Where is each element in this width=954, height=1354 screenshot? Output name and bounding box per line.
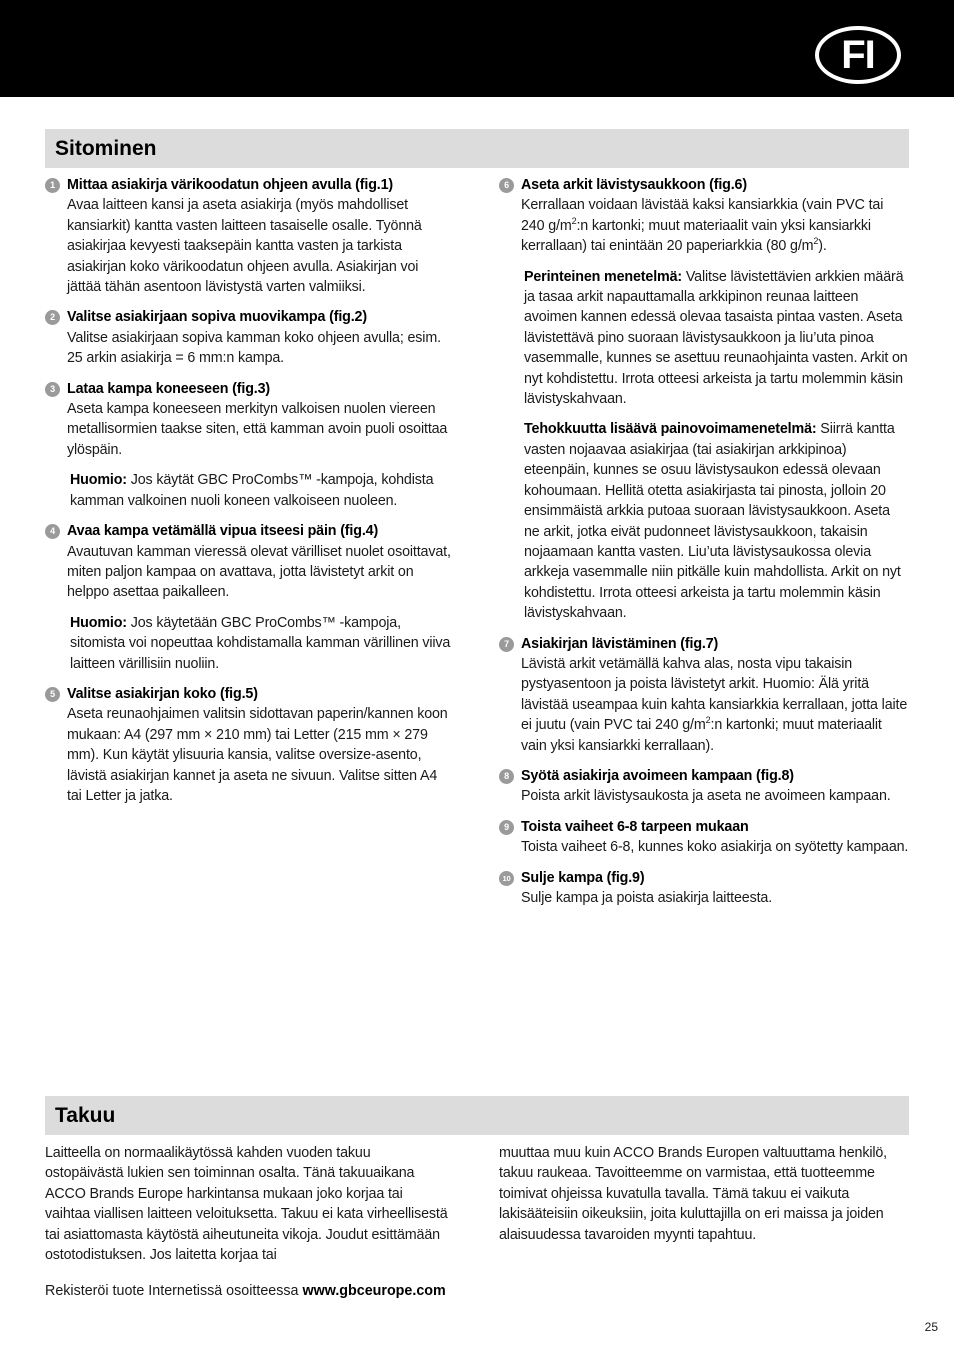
step-title: Sulje kampa (fig.9) bbox=[521, 869, 645, 886]
step-2 bbox=[45, 307, 455, 368]
step-title: Aseta arkit lävistysaukkoon (fig.6) bbox=[521, 177, 747, 193]
step-text: Valitse asiakirjaan sopiva kamman koko ohjeen avulla; esim. 25 arkin asiakirja = 6 mm:n kampa. bbox=[67, 329, 441, 367]
step-title: Mittaa asiakirja värikoodatun ohjeen avulla (fig.1) bbox=[67, 177, 394, 193]
note-procombs-2 bbox=[70, 613, 455, 674]
method-text: Siirrä kantta vasten nojaavaa asiakirjaa (tai asiakirjan arkkipinoa) eteenpäin, kunnes se osuu lävistysaukon edessä olevaan kohoumaan. Hellitä otetta asiakirjasta tai pinosta, jolloin 20 ensimmäistä arkkia putoaa suoraan lävistysaukkoon. Aseta ne arkit, jotka eivät pudonneet lävistysaukkoon, takaisin nojaamaan kantta vasten. Liu’uta lävistysaukossa olevia arkkeja vasemmalle niin pitkälle kuin mahdollista. Arkit on nyt kohdistettu. Irrota otteesi arkeista ja tartu molemmin käsin lävistyskahvaan. bbox=[524, 421, 901, 622]
method-text: Valitse lävistettävien arkkien määrä ja tasaa arkit napauttamalla arkkipinon reunaa laitteen avoimen kannen edessä olevaa tasaista pintaa vasten. Aseta lävistettävä pino suoraan lävistysaukkoon ja liu’uta pinoa vasemmalle, kunnes se asettuu reunaohjainta vasten. Arkit on nyt kohdistettu. Irrota otteesi arkeista ja tartu molemmin käsin lävistyskahvaan. bbox=[524, 268, 908, 408]
note-procombs-1 bbox=[70, 470, 455, 511]
step-10 bbox=[499, 868, 909, 909]
warranty-heading: Takuu bbox=[45, 1096, 909, 1135]
step-title: Valitse asiakirjaan sopiva muovikampa (fig.2) bbox=[67, 309, 367, 326]
step-text: Aseta reunaohjaimen valitsin sidottavan paperin/kannen koon mukaan: A4 (297 mm × 210 mm) tai Letter (215 mm × 279 mm). Kun käytät ylisuuria kansia, valitse oversize-asento, lävistä asiakirjan kannet ja aseta ne sivuun. Valitse sitten A4 tai Letter ja jatka. bbox=[67, 706, 448, 804]
step-text: Kerrallaan voidaan lävistää kaksi kansiarkkia (vain PVC tai 240 $g/m^2:n$ kartonki; muut materiaalit vain yksi kansiarkki kerrallaan) tai enintään 20 paperiarkkia (80 $g/m^2$). bbox=[521, 197, 884, 255]
step-text: Avaa laitteen kansi ja aseta asiakirja (myös mahdolliset kansiarkit) kantta vasten laitteen tasaiselle osalle. Työnnä asiakirjaa kevyesti taaksepäin kantta vasten ja tarkista asiakirjan koko värikoodatun ohjeen avulla. Asiakirjan voi jättää tähän asentoon lävistystä varten valmiiksi. bbox=[67, 197, 422, 296]
step-number-badge: 9 bbox=[499, 820, 514, 835]
step-title: Valitse asiakirjan koko (fig.5) bbox=[67, 685, 258, 702]
note-text: Jos käytetään GBC ProCombs™ -kampoja, sitomista voi nopeuttaa kohdistamalla kamman värillinen viiva laitteen värillisiin nuoliin. bbox=[70, 614, 451, 672]
step-title: Lataa kampa koneeseen (fig.3) bbox=[67, 380, 271, 397]
step-text: Aseta kampa koneeseen merkityn valkoisen nuolen viereen metallisormien taakse siten, että kamman avoin puoli osoittaa ylöspäin. bbox=[67, 401, 448, 458]
register-link[interactable]: www.gbceurope.com bbox=[302, 1283, 446, 1299]
step-text: Sulje kampa ja poista asiakirja laitteesta. bbox=[521, 890, 773, 906]
step-7 bbox=[499, 634, 909, 756]
note-text: Jos käytät GBC ProCombs™ -kampoja, kohdista kamman valkoinen nuoli koneen valkoiseen nuoleen. bbox=[70, 472, 434, 509]
step-1 bbox=[45, 175, 455, 297]
binding-heading: Sitominen bbox=[45, 129, 909, 168]
step-number-badge: 1 bbox=[45, 178, 60, 193]
step-text: Avautuvan kamman vieressä olevat värilliset nuolet osoittavat, miten paljon kampaa on avattava, jotta lävistetyt arkit on helppo asettaa paikalleen. bbox=[67, 543, 451, 601]
step-text: Toista vaiheet 6-8, kunnes koko asiakirja on syötetty kampaan. bbox=[521, 839, 909, 856]
method-label: Tehokkuutta lisäävä painovoimamenetelmä: bbox=[524, 421, 817, 438]
header-bar bbox=[0, 0, 954, 97]
step-4 bbox=[45, 521, 455, 603]
note-label: Huomio: bbox=[70, 472, 127, 489]
step-title: Syötä asiakirja avoimeen kampaan (fig.8) bbox=[521, 767, 794, 784]
warranty-text-left: Laitteella on normaalikäytössä kahden vuoden takuu ostopäivästä lukien sen toiminnan osalta. Tänä takuuaikana ACCO Brands Europe harkintansa mukaan joko korjaa tai vaihtaa viallisen laitteen veloituksetta. Takuu ei kata virheellisestä tai asiattomasta käytöstä aiheutuneita vikoja. Joudut esittämään ostotodistuksen. Jos laitetta korjaa tai bbox=[45, 1145, 448, 1264]
note-label: Huomio: bbox=[70, 614, 127, 631]
step-8 bbox=[499, 766, 909, 807]
step-text: Lävistä arkit vetämällä kahva alas, nosta vipu takaisin pystyasentoon ja poista lävistetyt arkit. Huomio: Älä yritä lävistää useampaa kuin kahta kansiarkkia kerrallaan, jotta laite ei juutu (vain PVC tai 240 $g/m^2:n$ kartonki; muut materiaalit vain yksi kansiarkki kerrallaan). bbox=[521, 655, 908, 754]
step-number-badge: 6 bbox=[499, 178, 514, 193]
step-title: Toista vaiheet 6-8 tarpeen mukaan bbox=[521, 818, 749, 835]
page-number: 25 bbox=[924, 1320, 938, 1334]
step-number-badge: 8 bbox=[499, 769, 514, 784]
register-text: Rekisteröi tuote Internetissä osoitteessa bbox=[45, 1283, 303, 1299]
step-number-badge: 7 bbox=[499, 637, 514, 652]
step-title: Asiakirjan lävistäminen (fig.7) bbox=[521, 635, 719, 652]
step-number-badge: 2 bbox=[45, 310, 60, 325]
language-badge: FI bbox=[815, 26, 901, 84]
method-traditional bbox=[524, 267, 909, 410]
step-number-badge: 3 bbox=[45, 382, 60, 397]
step-number-badge: 4 bbox=[45, 524, 60, 539]
step-title: Avaa kampa vetämällä vipua itseesi päin (fig.4) bbox=[67, 523, 379, 540]
method-gravity bbox=[524, 419, 909, 623]
step-number-badge: 5 bbox=[45, 687, 60, 702]
binding-left-column bbox=[45, 175, 455, 816]
step-9 bbox=[499, 817, 909, 858]
step-6 bbox=[499, 175, 909, 257]
step-3 bbox=[45, 379, 455, 461]
step-5 bbox=[45, 684, 455, 806]
step-number-badge: 10 bbox=[499, 871, 514, 886]
step-text: Poista arkit lävistysaukosta ja aseta ne avoimeen kampaan. bbox=[521, 788, 891, 805]
method-label: Perinteinen menetelmä: bbox=[524, 268, 682, 285]
warranty-text-right: muuttaa muu kuin ACCO Brands Europen valtuuttama henkilö, takuu raukeaa. Tavoitteemme on varmistaa, että tuotteemme toimivat ohjeissa kuvatulla tavalla. Tämä takuu ei vaikuta lakisääteisiin oikeuksiin, joita kuluttajilla on eri maissa ja joiden alaisuudessa tavaroiden myynti tapahtuu. bbox=[499, 1145, 888, 1243]
register-line bbox=[45, 1281, 446, 1301]
binding-right-column bbox=[499, 175, 909, 918]
